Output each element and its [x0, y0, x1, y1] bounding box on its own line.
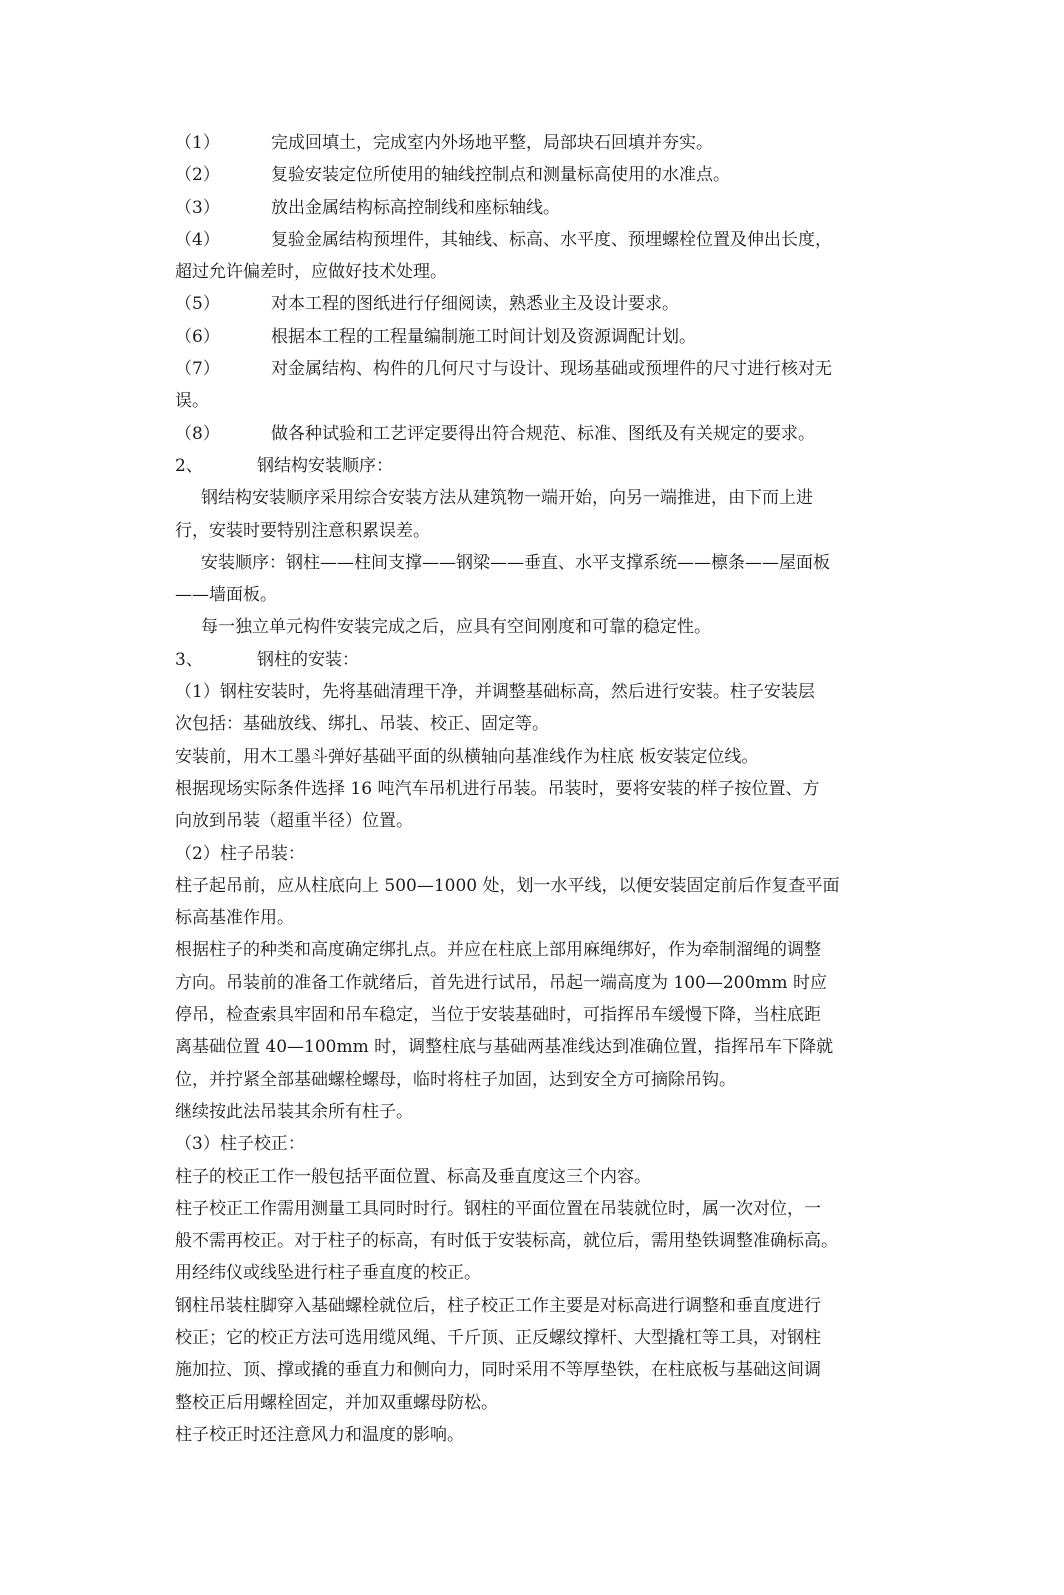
paragraph-line: 柱子校正工作需用测量工具同时时行。钢柱的平面位置在吊装就位时，属一次对位，一 — [175, 1198, 821, 1219]
paragraph-line: 用经纬仪或线坠进行柱子垂直度的校正。 — [175, 1263, 481, 1284]
list-item: （1） 完成回填土，完成室内外场地平整，局部块石回填并夯实。 — [175, 127, 885, 159]
paragraph-line: 柱子起吊前，应从柱底向上 500—1000 处，划一水平线，以便安装固定前后作复查平面 — [175, 875, 840, 896]
paragraph-line: 根据柱子的种类和高度确定绑扎点。并应在柱底上部用麻绳绑好，作为牵制溜绳的调整 — [175, 940, 821, 961]
paragraph-line: （1）钢柱安装时，先将基础清理干净，并调整基础标高，然后进行安装。柱子安装层 — [175, 682, 815, 703]
paragraph-line: 位，并拧紧全部基础螺栓螺母，临时将柱子加固，达到安全方可摘除吊钩。 — [175, 1069, 736, 1090]
section-number: 2、 — [175, 455, 203, 476]
paragraph-line: 钢结构安装顺序采用综合安装方法从建筑物一端开始，向另一端推进，由下而上进 — [201, 488, 813, 509]
item-number: （4） — [175, 229, 220, 250]
item-number: （6） — [175, 326, 220, 347]
item-number: （3） — [175, 197, 220, 218]
item-number: （2） — [175, 165, 220, 186]
paragraph-line: 钢柱吊装柱脚穿入基础螺栓就位后，柱子校正工作主要是对标高进行调整和垂直度进行 — [175, 1295, 821, 1316]
paragraph-line: （3）柱子校正： — [175, 1134, 305, 1155]
paragraph-line: 离基础位置 40—100mm 时，调整柱底与基础两基准线达到准确位置，指挥吊车下降就 — [175, 1037, 834, 1058]
paragraph-line: 次包括：基础放线、绑扎、吊装、校正、固定等。 — [175, 714, 549, 735]
paragraph-line: 安装顺序：钢柱——柱间支撑——钢梁——垂直、水平支撑系统——檩条——屋面板 — [201, 552, 830, 573]
paragraph-line: 每一独立单元构件安装完成之后，应具有空间刚度和可靠的稳定性。 — [201, 617, 711, 638]
item-number: （5） — [175, 294, 220, 315]
paragraph-line: 标高基准作用。 — [175, 908, 294, 929]
document-body — [175, 127, 885, 1451]
paragraph-line: 柱子的校正工作一般包括平面位置、标高及垂直度这三个内容。 — [175, 1166, 651, 1187]
list-item-continued: 误。 — [175, 391, 209, 412]
section-title: 钢柱的安装： — [257, 649, 359, 670]
paragraph-line: （2）柱子吊装： — [175, 843, 305, 864]
section-title: 钢结构安装顺序： — [257, 455, 393, 476]
list-item: （3） 放出金属结构标高控制线和座标轴线。 — [175, 192, 885, 224]
list-item: （8） 做各种试验和工艺评定要得出符合规范、标准、图纸及有关规定的要求。 — [175, 418, 885, 450]
list-item: （6） 根据本工程的工程量编制施工时间计划及资源调配计划。 — [175, 321, 885, 353]
list-item: （2） 复验安装定位所使用的轴线控制点和测量标高使用的水准点。 — [175, 159, 885, 191]
paragraph-line: 整校正后用螺栓固定，并加双重螺母防松。 — [175, 1392, 498, 1413]
paragraph-line: 方向。吊装前的准备工作就绪后，首先进行试吊，吊起一端高度为 100—200mm 时应 — [175, 972, 827, 993]
paragraph-line: 校正；它的校正方法可选用缆风绳、千斤顶、正反螺纹撑杆、大型撬杠等工具，对钢柱 — [175, 1327, 821, 1348]
paragraph-line: 柱子校正时还注意风力和温度的影响。 — [175, 1424, 464, 1445]
section-number: 3、 — [175, 649, 203, 670]
list-item: （4） 复验金属结构预埋件，其轴线、标高、水平度、预埋螺栓位置及伸出长度， — [175, 224, 885, 256]
list-item: （5） 对本工程的图纸进行仔细阅读，熟悉业主及设计要求。 — [175, 288, 885, 320]
item-number: （7） — [175, 359, 220, 380]
section-heading — [175, 644, 885, 676]
list-item-continued: 超过允许偏差时，应做好技术处理。 — [175, 262, 447, 283]
paragraph-line: 般不需再校正。对于柱子的标高，有时低于安装标高，就位后，需用垫铁调整准确标高。 — [175, 1231, 838, 1252]
paragraph-line: 行，安装时要特别注意积累误差。 — [175, 520, 430, 541]
paragraph-line: 施加拉、顶、撑或撬的垂直力和侧向力，同时采用不等厚垫铁，在柱底板与基础这间调 — [175, 1360, 821, 1381]
item-number: （1） — [175, 133, 220, 153]
paragraph-line: 根据现场实际条件选择 16 吨汽车吊机进行吊装。吊装时，要将安装的样子按位置、方 — [175, 778, 820, 799]
section-heading — [175, 450, 885, 482]
item-number: （8） — [175, 423, 220, 444]
paragraph-line: 安装前，用木工墨斗弹好基础平面的纵横轴向基准线作为柱底 板安装定位线。 — [175, 746, 759, 767]
paragraph-line: 向放到吊装（超重半径）位置。 — [175, 811, 413, 832]
paragraph-line: 继续按此法吊装其余所有柱子。 — [175, 1101, 413, 1122]
paragraph-line: ——墙面板。 — [175, 585, 277, 606]
paragraph-line: 停吊，检查索具牢固和吊车稳定，当位于安装基础时，可指挥吊车缓慢下降，当柱底距 — [175, 1005, 821, 1026]
list-item: （7） 对金属结构、构件的几何尺寸与设计、现场基础或预埋件的尺寸进行核对无 — [175, 353, 885, 385]
